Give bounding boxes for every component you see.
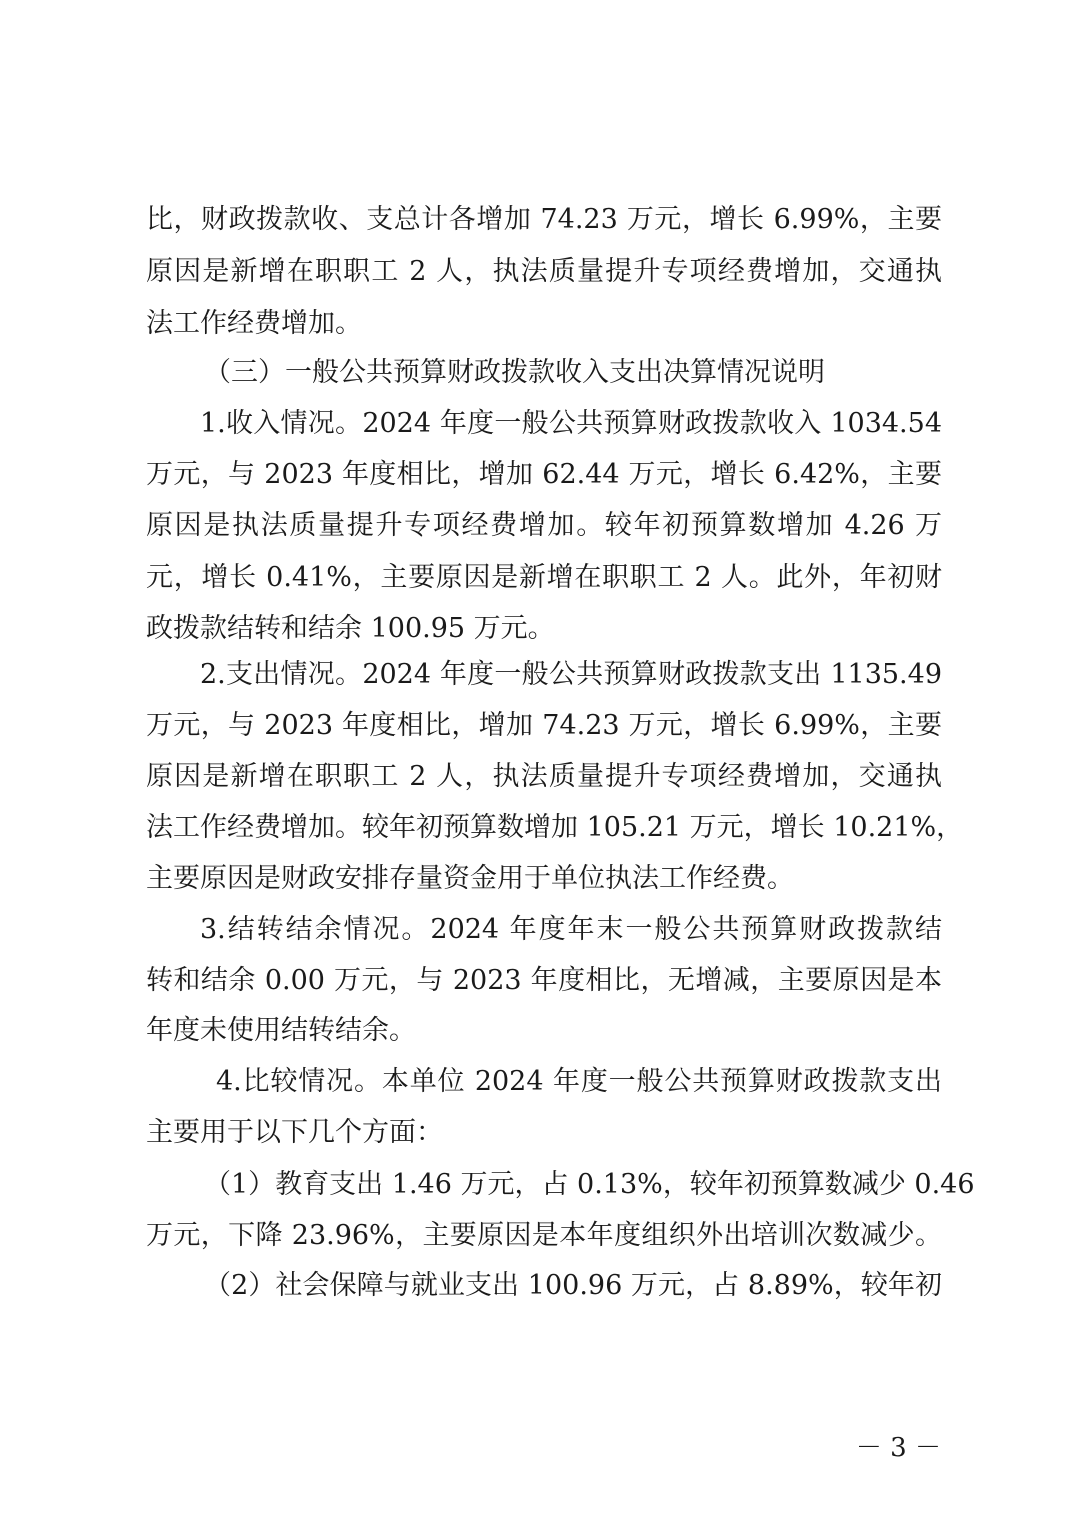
- text-line: 元，增长 0.41%，主要原因是新增在职职工 2 人。此外，年初财: [146, 562, 942, 593]
- text-line: 主要用于以下几个方面：: [146, 1117, 443, 1148]
- page-number: － 3 －: [855, 1433, 941, 1463]
- text-line: 4.比较情况。本单位 2024 年度一般公共预算财政拨款支出: [216, 1066, 942, 1097]
- text-line: 万元，与 2023 年度相比，增加 62.44 万元，增长 6.42%，主要: [146, 459, 942, 490]
- text-line: 万元，与 2023 年度相比，增加 74.23 万元，增长 6.99%，主要: [146, 710, 942, 741]
- text-line: 原因是新增在职职工 2 人，执法质量提升专项经费增加，交通执: [146, 761, 942, 792]
- text-line: 年度未使用结转结余。: [146, 1015, 416, 1046]
- text-line: 3.结转结余情况。2024 年度年末一般公共预算财政拨款结: [200, 914, 942, 945]
- section-heading: （三）一般公共预算财政拨款收入支出决算情况说明: [204, 357, 825, 388]
- text-line: 主要原因是财政安排存量资金用于单位执法工作经费。: [146, 863, 794, 894]
- text-line: 原因是新增在职职工 2 人，执法质量提升专项经费增加，交通执: [146, 256, 942, 287]
- text-line: 原因是执法质量提升专项经费增加。较年初预算数增加 4.26 万: [146, 510, 942, 541]
- text-line: 2.支出情况。2024 年度一般公共预算财政拨款支出 1135.49: [200, 659, 942, 690]
- text-line: （2）社会保障与就业支出 100.96 万元，占 8.89%，较年初: [204, 1270, 942, 1301]
- text-line: 法工作经费增加。较年初预算数增加 105.21 万元，增长 10.21%，: [146, 812, 964, 843]
- text-line: 转和结余 0.00 万元，与 2023 年度相比，无增减，主要原因是本: [146, 965, 942, 996]
- text-line: （1）教育支出 1.46 万元，占 0.13%，较年初预算数减少 0.46: [204, 1169, 975, 1200]
- text-line: 万元，下降 23.96%，主要原因是本年度组织外出培训次数减少。: [146, 1220, 942, 1251]
- text-line: 比，财政拨款收、支总计各增加 74.23 万元，增长 6.99%，主要: [146, 204, 942, 235]
- text-line: 政拨款结转和结余 100.95 万元。: [146, 613, 555, 644]
- text-line: 1.收入情况。2024 年度一般公共预算财政拨款收入 1034.54: [200, 408, 942, 439]
- text-line: 法工作经费增加。: [146, 308, 362, 339]
